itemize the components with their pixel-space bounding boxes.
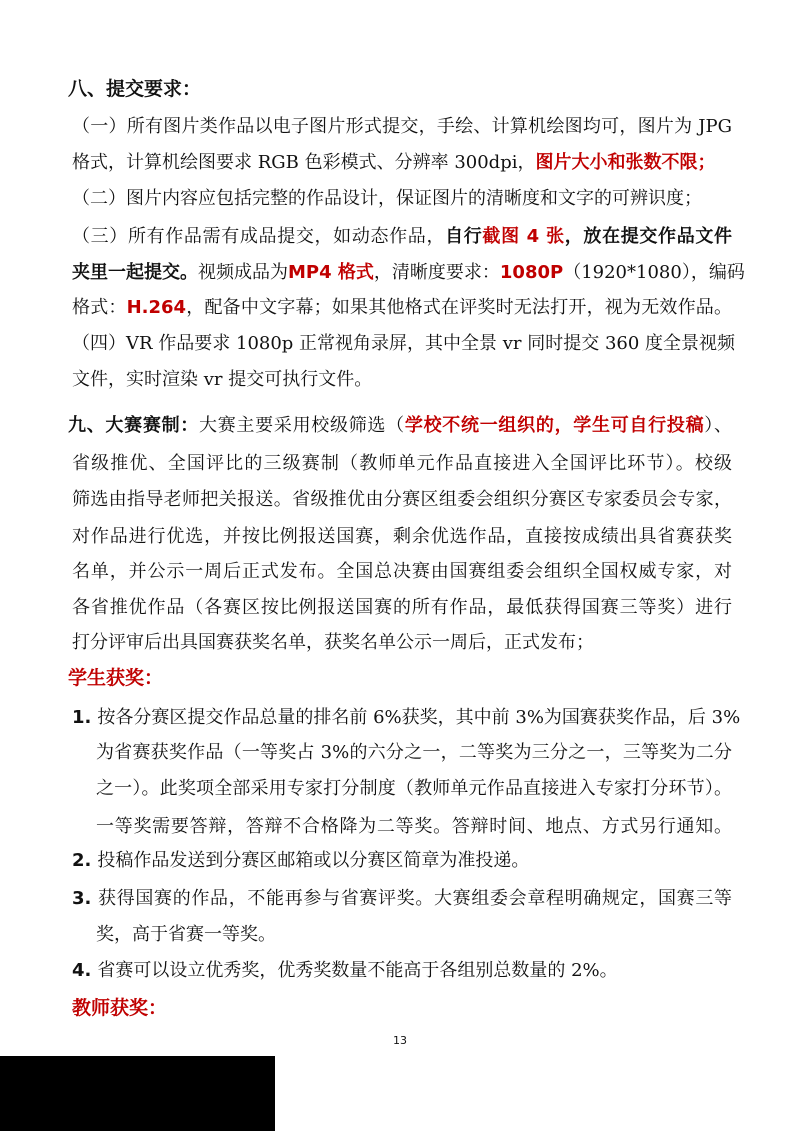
section-8-line-1: （一）所有图片类作品以电子图片形式提交，手绘、计算机绘图均可，图片为 JPG <box>72 116 732 137</box>
section-8-title: 八、提交要求： <box>68 78 202 100</box>
section-8-line-6: 格式：H.264，配备中文字幕；如果其他格式在评奖时无法打开，视为无效作品。 <box>72 297 732 318</box>
student-item-1-line-3: 之一）。此奖项全部采用专家打分制度（教师单元作品直接进入专家打分环节）。 <box>96 778 732 799</box>
highlight-1080p: 1080P <box>499 262 564 283</box>
student-awards-title: 学生获奖： <box>68 667 164 689</box>
section-8-line-7: （四）VR 作品要求 1080p 正常视角录屏，其中全景 vr 同时提交 360 度全景视频 <box>72 333 736 354</box>
redaction-block <box>0 1056 275 1131</box>
section-9-line-7: 打分评审后出具国赛获奖名单，获奖名单公示一周后，正式发布； <box>72 632 594 653</box>
student-item-1-line-4: 一等奖需要答辩，答辩不合格降为二等奖。答辩时间、地点、方式另行通知。 <box>96 816 732 837</box>
page-number: 13 <box>393 1034 407 1047</box>
section-9-line-2: 省级推优、全国评比的三级赛制（教师单元作品直接进入全国评比环节）。校级 <box>72 453 732 474</box>
student-item-3-line-1: 3. 获得国赛的作品，不能再参与省赛评奖。大赛组委会章程明确规定，国赛三等 <box>72 888 732 909</box>
section-9-line-3: 筛选由指导老师把关报送。省级推优由分赛区组委会组织分赛区专家委员会专家， <box>72 489 732 510</box>
highlight-screenshot: 截图 4 张 <box>482 226 565 247</box>
student-item-4: 4. 省赛可以设立优秀奖，优秀奖数量不能高于各组别总数量的 2%。 <box>72 960 618 981</box>
section-9-line-1: 九、大赛赛制：大赛主要采用校级筛选（学校不统一组织的，学生可自行投稿）、 <box>68 415 733 436</box>
section-8-line-4: （三）所有作品需有成品提交，如动态作品，自行截图 4 张，放在提交作品文件 <box>72 226 733 247</box>
student-item-1-line-1: 1. 按各分赛区提交作品总量的排名前 6%获奖，其中前 3%为国赛获奖作品，后 3% <box>72 707 741 728</box>
section-9-line-6: 各省推优作品（各赛区按比例报送国赛的所有作品，最低获得国赛三等奖）进行 <box>72 597 732 618</box>
section-8-line-8: 文件，实时渲染 vr 提交可执行文件。 <box>72 369 373 390</box>
highlight-image-size: 图片大小和张数不限； <box>535 152 716 173</box>
student-item-1-line-2: 为省赛获奖作品（一等奖占 3%的六分之一，二等奖为三分之一，三等奖为二分 <box>96 742 732 763</box>
highlight-mp4: MP4 格式 <box>288 262 374 283</box>
section-9-title: 九、大赛赛制： <box>68 415 199 436</box>
section-9-line-5: 名单，并公示一周后正式发布。全国总决赛由国赛组委会组织全国权威专家，对 <box>72 561 732 582</box>
section-8-line-2: 格式，计算机绘图要求 RGB 色彩模式、分辨率 300dpi，图片大小和张数不限； <box>72 152 716 173</box>
section-8-line-5: 夹里一起提交。视频成品为MP4 格式，清晰度要求：1080P（1920*1080），编码 <box>72 262 745 283</box>
student-item-2: 2. 投稿作品发送到分赛区邮箱或以分赛区简章为准投递。 <box>72 850 530 871</box>
teacher-awards-title: 教师获奖： <box>72 997 168 1019</box>
section-9-line-4: 对作品进行优选，并按比例报送国赛，剩余优选作品，直接按成绩出具省赛获奖 <box>72 526 732 547</box>
section-8-line-3: （二）图片内容应包括完整的作品设计，保证图片的清晰度和文字的可辨识度； <box>72 188 702 209</box>
highlight-self-submit: 学校不统一组织的，学生可自行投稿 <box>404 415 705 436</box>
student-item-3-line-2: 奖，高于省赛一等奖。 <box>96 924 276 945</box>
highlight-h264: H.264 <box>126 297 187 318</box>
